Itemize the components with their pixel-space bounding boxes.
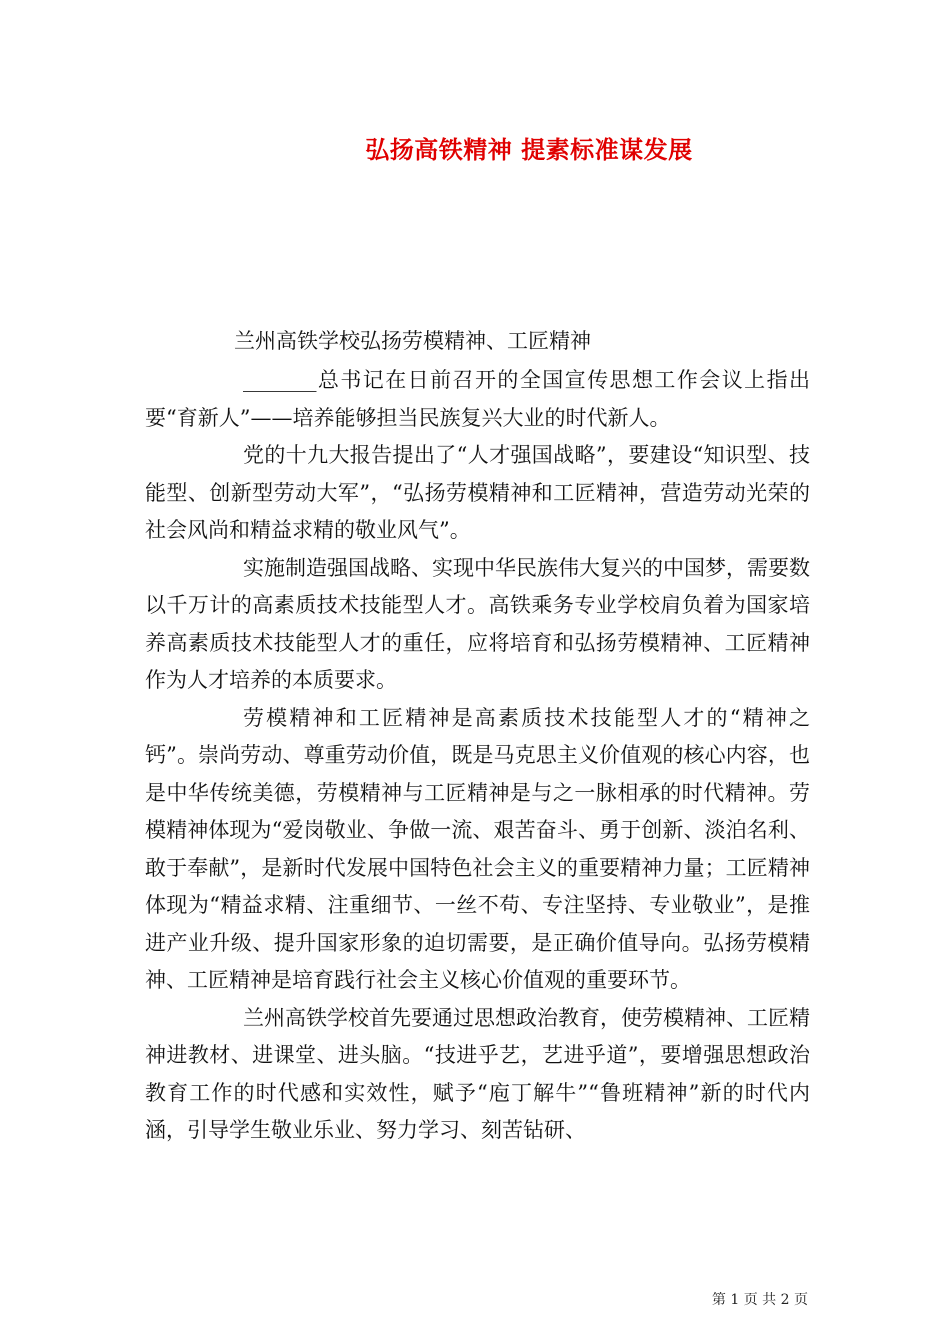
paragraph-2: 党的十九大报告提出了“人才强国战略”，要建设“知识型、技能型、创新型劳动大军”，“弘扬劳模精神和工匠精神，营造劳动光荣的社会风尚和精益求精的敬业风气”。 xyxy=(145,443,810,542)
paragraph-5: 兰州高铁学校首先要通过思想政治教育，使劳模精神、工匠精神进教材、进课堂、进头脑。“技进乎艺，艺进乎道”，要增强思想政治教育工作的时代感和实效性，赋予“庖丁解牛”“鲁班精神”新的时代内涵，引导学生敬业乐业、努力学习、刻苦钻研、 xyxy=(145,1005,810,1142)
paragraph-1: _______总书记在日前召开的全国宣传思想工作会议上指出要“育新人”——培养能够担当民族复兴大业的时代新人。 xyxy=(145,368,810,430)
document-body xyxy=(145,362,810,1150)
paragraph-4: 劳模精神和工匠精神是高素质技术技能型人才的“精神之钙”。崇尚劳动、尊重劳动价值，既是马克思主义价值观的核心内容，也是中华传统美德，劳模精神与工匠精神是与之一脉相承的时代精神。劳模精神体现为“爱岗敬业、争做一流、艰苦奋斗、勇于创新、淡泊名利、敢于奉献”，是新时代发展中国特色社会主义的重要精神力量；工匠精神体现为“精益求精、注重细节、一丝不苟、专注坚持、专业敬业”，是推进产业升级、提升国家形象的迫切需要，是正确价值导向。弘扬劳模精神、工匠精神是培育践行社会主义核心价值观的重要环节。 xyxy=(145,705,810,992)
document-subtitle: 兰州高铁学校弘扬劳模精神、工匠精神 xyxy=(234,329,591,353)
page-number-footer: 第 1 页 共 2 页 xyxy=(711,1292,808,1308)
paragraph-3: 实施制造强国战略、实现中华民族伟大复兴的中国梦，需要数以千万计的高素质技术技能型人才。高铁乘务专业学校肩负着为国家培养高素质技术技能型人才的重任，应将培育和弘扬劳模精神、工匠精神作为人才培养的本质要求。 xyxy=(145,555,810,692)
document-title: 弘扬高铁精神 提素标准谋发展 xyxy=(365,136,693,164)
